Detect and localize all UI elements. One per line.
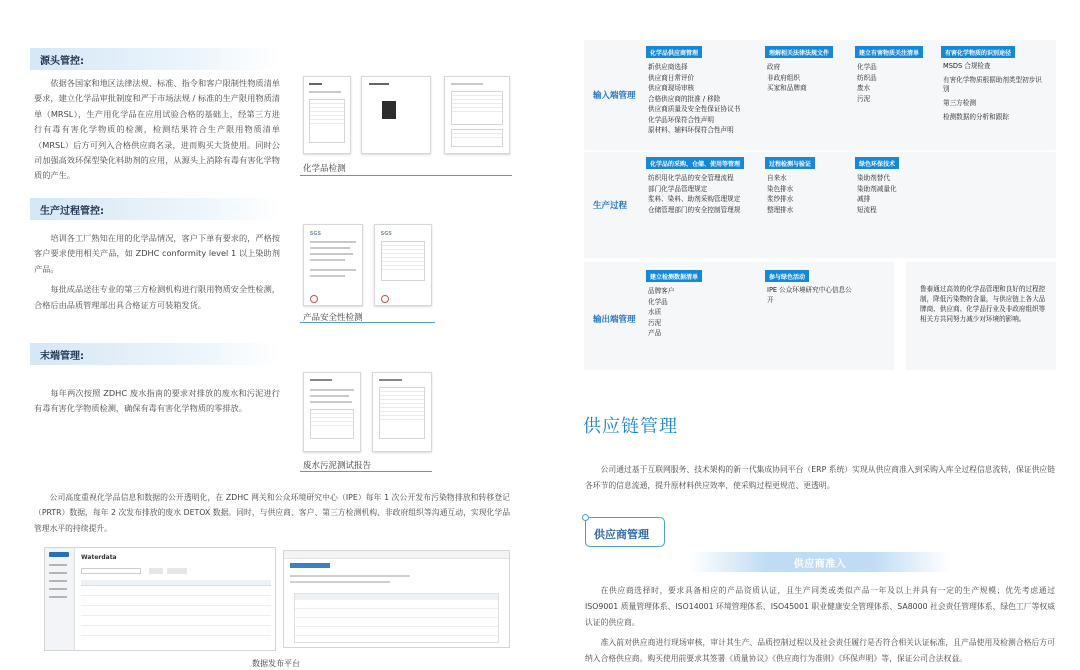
- list-item: 部门化学品管理规定: [648, 184, 708, 193]
- list-test-data: [648, 286, 674, 339]
- tag-process-test: 过程检测与验证: [765, 157, 815, 169]
- list-item: IPE 公众环境研究中心信息公开: [767, 286, 852, 304]
- supplier-access-text-1: 在供应商选择时，要求具备相应的产品资质认证，且生产同类或类似产品一年及以上并具有一定的生产规模；优先考虑通过 ISO9001 质量管理体系、ISO14001 环境管理体系、ISO45001 职业健康安全管理体系、SA8000 社会责任管理体系、绿色工厂等权威认证的供应商。: [585, 586, 1055, 627]
- tag-identification: 有害化学物质的识别途径: [941, 46, 1015, 58]
- tag-green-activity: 参与绿色活动: [765, 270, 809, 282]
- list-item: 新供应商选择: [648, 63, 688, 71]
- list-item: 染色排水: [767, 184, 794, 193]
- supply-chain-intro-text: 公司通过基于互联网服务、技术架构的新一代集成协同平台（ERP 系统）实现从供应商准入到采购入库全过程信息流转，保证供应链各环节的信息流通，提升原材料供应效率，使采购过程更规范、更透明。: [585, 465, 1055, 490]
- chemical-test-doc-1: [303, 76, 351, 154]
- list-item: 仓储管理部门的安全控制管理规: [648, 205, 741, 214]
- list-item: 废水: [857, 84, 871, 92]
- list-item: 水质: [648, 308, 662, 316]
- list-item: 非政府组织: [767, 73, 800, 82]
- list-item: 供应商质量及安全性保证协议书: [648, 105, 741, 113]
- list-item: 化学品: [857, 63, 877, 71]
- section-heading-process: [30, 198, 280, 220]
- list-item: 第三方检测: [943, 99, 976, 107]
- section-heading-source-label: 源头管控:: [40, 56, 84, 67]
- list-process-test: [767, 173, 793, 215]
- caption-chemical-test: 化学品检测: [303, 164, 346, 174]
- end-paragraph: [34, 386, 280, 422]
- list-laws: [767, 62, 807, 94]
- list-identification: [943, 62, 1043, 122]
- subsection-supplier-mgmt: [585, 517, 665, 547]
- banner-supplier-access-label: 供应商准入: [793, 559, 847, 570]
- product-test-doc-2: SGS: [374, 224, 432, 306]
- list-item: 整理排水: [767, 205, 794, 214]
- waterdata-title: Waterdata: [81, 554, 117, 561]
- list-item: 政府: [767, 63, 781, 71]
- ipe-screenshot: [283, 550, 510, 648]
- process-text-1: 培训各工厂熟知在用的化学品情况，客户下单有要求的，严格按客户要求使用相关产品，如 ZDHC conformity level 1 以上染助剂产品。: [34, 233, 280, 274]
- banner-supplier-access: [690, 552, 950, 572]
- supply-chain-intro: [585, 462, 1055, 494]
- source-paragraph: [34, 76, 280, 189]
- tag-hazard-list: 建立有害物质关注清单: [855, 46, 923, 58]
- list-item: 买家和品牌商: [767, 84, 807, 92]
- list-item: 化学品: [648, 297, 668, 306]
- output-note: 鲁泰通过高效的化学品管理和良好的过程控制，降低污染物的含量，与供应链上各大品牌商、供应商、化学品行业及非政府组织等相关方共同努力减少对环境的影响。: [920, 285, 1046, 323]
- list-chem-purchase: [648, 173, 740, 215]
- caption-product-test: 产品安全性检测: [303, 313, 363, 323]
- list-item: 自来水: [767, 174, 787, 182]
- list-item: 供应商日常评价: [648, 73, 695, 82]
- stage-production-label: 生产过程: [593, 201, 628, 211]
- disclosure-paragraph: [34, 490, 510, 541]
- list-item: 染助剂减量化: [857, 184, 897, 193]
- product-test-doc-1: SGS: [303, 224, 363, 306]
- process-paragraphs: [34, 231, 280, 318]
- tag-test-data: 建立检测数据清单: [646, 270, 702, 282]
- section-heading-process-label: 生产过程管控:: [40, 206, 104, 217]
- section-heading-end-label: 末端管理:: [40, 351, 84, 362]
- waterdata-search: [81, 568, 141, 574]
- list-item: 纺织品: [857, 73, 877, 82]
- list-item: 供应商现场审核: [648, 84, 695, 92]
- list-item: 染助剂替代: [857, 174, 890, 182]
- list-item: 原材料、辅料环保符合性声明: [648, 126, 734, 134]
- tag-laws: 理解相关法律法规文件: [765, 46, 833, 58]
- list-supplier-mgmt: [648, 62, 740, 136]
- caption-wastewater-report: 废水污泥测试报告: [303, 461, 372, 471]
- process-text-2: 每批成品送往专业的第三方检测机构进行限用物质安全性检测，合格后由品质管理部出具合格证方可装箱发货。: [34, 284, 280, 310]
- list-hazard: [857, 62, 877, 104]
- list-item: 污泥: [857, 94, 871, 103]
- list-green-activity: [767, 286, 852, 305]
- list-item: 化学品环保符合性声明: [648, 115, 714, 124]
- supplier-access-paragraphs: [585, 583, 1055, 667]
- tag-chem-purchase: 化学品的采购、仓储、使用等管理: [646, 157, 744, 169]
- stage-input-label: 输入端管理: [593, 91, 636, 101]
- wastewater-report-doc-1: [303, 372, 361, 452]
- waterdata-screenshot: [44, 547, 276, 651]
- source-text: 依据各国家和地区法律法规、标准、指令和客户限制性物质清单要求，建立化学品审批制度和严于市场法规 / 标准的生产限用物质清单（MRSL），生产用化学品在应用试验合格的基础上，经第三方进行有毒有害化学物质的检测，检测结果符合生产限用物质清单（MRSL）后方可列入合格供应商名录，进而购买大货使用。同时公司加强高效环保型染化料助剂的应用，从源头上消除有毒有害化学物质的产生。: [34, 78, 280, 181]
- waterdata-sidebar: [45, 548, 75, 651]
- list-item: 有害化学物质根据助剂类型初步识别: [943, 76, 1042, 93]
- list-item: 减排: [857, 195, 871, 203]
- list-item: 产品: [648, 329, 662, 337]
- list-item: 污泥: [648, 318, 662, 327]
- stage-output-label: 输出端管理: [593, 315, 636, 325]
- caption-platform: 数据发布平台: [252, 659, 300, 668]
- disclosure-text: 公司高度重视化学品信息和数据的公开透明化，在 ZDHC 网关和公众环境研究中心（IPE）每年 1 次公开发布污染物排放和转移登记（PRTR）数据，每年 2 次发布排放的废水 DETOX 数据。同时，与供应商、客户、第三方检测机构、非政府组织等沟通互动，实现化学品管理水平的持续提升。: [34, 493, 510, 533]
- list-item: 短流程: [857, 205, 877, 214]
- section-heading-source: [30, 48, 280, 70]
- list-item: 品牌客户: [648, 287, 675, 295]
- tag-supplier-mgmt: 化学品供应商管理: [646, 46, 702, 58]
- list-item: 浆纱排水: [767, 195, 794, 203]
- tag-green-tech: 绿色环保技术: [855, 157, 899, 169]
- list-item: 检测数据的分析和跟踪: [943, 113, 1009, 121]
- chemical-test-doc-3: [444, 76, 510, 154]
- list-item: 浆料、染料、助剂采购管理规定: [648, 195, 741, 203]
- pill-dot: [582, 514, 589, 521]
- list-item: 合格供应商的批准 / 移除: [648, 94, 721, 103]
- waterdata-table: [81, 580, 271, 648]
- chemical-test-doc-2: [361, 76, 431, 154]
- section-heading-end: [30, 343, 280, 365]
- list-item: 纺织用化学品的安全管理流程: [648, 174, 734, 182]
- list-item: MSDS 合规检查: [943, 62, 991, 70]
- end-text: 每年两次按照 ZDHC 废水指南的要求对排放的废水和污泥进行有毒有害化学物质检测，确保有毒有害化学物质的零排放。: [34, 388, 280, 414]
- page-title-supply-chain: 供应链管理: [583, 416, 678, 437]
- wastewater-report-doc-2: [372, 372, 432, 452]
- supplier-access-text-2: 准入前对供应商进行现场审核，审计其生产、品质控制过程以及社会责任履行是否符合相关认证标准，且产品使用及检测合格后方可纳入合格供应商。购买使用前要求其签署《质量协议》《供应商行为准则》《环保声明》等，保证公司合法权益。: [585, 638, 1055, 663]
- subsection-supplier-mgmt-label: 供应商管理: [594, 528, 649, 541]
- list-green-tech: [857, 173, 897, 215]
